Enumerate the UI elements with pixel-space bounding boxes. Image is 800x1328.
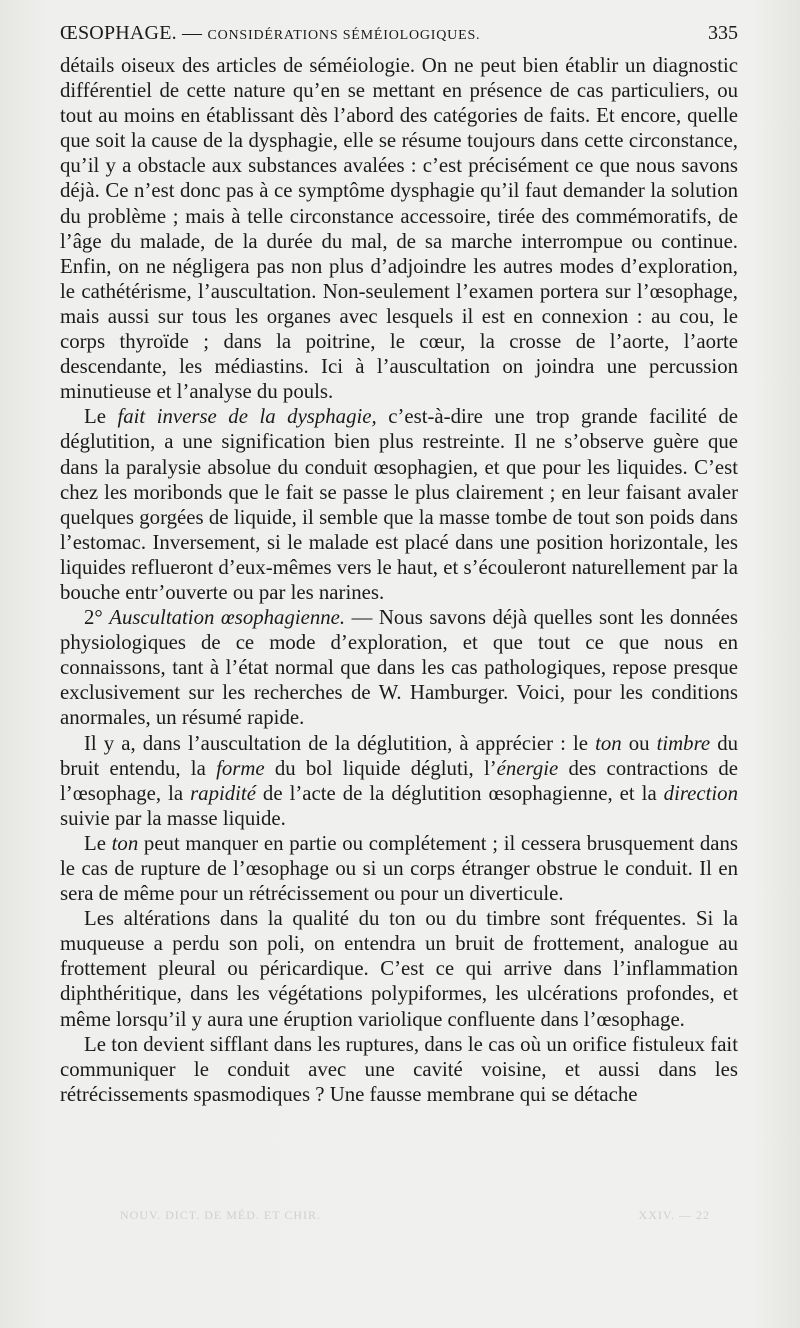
running-title-sub: CONSIDÉRATIONS SÉMÉIOLOGIQUES. [207, 28, 481, 43]
running-header [60, 20, 738, 50]
italic-text: Auscultation œsophagienne. [109, 606, 346, 630]
italic-text: énergie [496, 756, 559, 780]
paragraph [60, 53, 738, 404]
paragraph [60, 1032, 738, 1107]
text-run: — Nous savons déjà quelles sont les données physiologiques de ce mode d’exploration, et que tout ce que nous en connaissons, tant à l’état normal que dans les cas pathologiques, repose presque exclusivement sur les recherches de W. Hamburger. Voici, pour les conditions anormales, un résumé rapide. [60, 606, 738, 730]
page-number: 335 [708, 22, 738, 44]
text-run: Les altérations dans la qualité du ton ou du timbre sont fréquentes. Si la muqueuse a perdu son poli, on entendra un bruit de frottement, analogue au frottement pleural ou péricardique. C’est ce qui arrive dans l’inflammation diphthéritique, dans les végétations polypiformes, les ulcérations profondes, et même lorsqu’il y aura une éruption variolique confluente dans l’œsophage. [60, 907, 738, 1031]
body-text [60, 53, 738, 1107]
italic-text: direction [663, 781, 738, 805]
text-run: des contractions de l’œsophage, la [60, 756, 738, 805]
italic-text: timbre [656, 731, 711, 755]
text-run: Il y a, dans l’auscultation de la déglutition, à apprécier : le [84, 731, 596, 755]
text-run: Le [84, 831, 112, 855]
italic-text: fait inverse de la dysphagie, [117, 405, 377, 429]
text-run: du bruit entendu, la [60, 731, 738, 780]
running-title [60, 22, 480, 45]
text-run: ou [621, 731, 657, 755]
paragraph [60, 731, 738, 831]
text-run: Le ton devient sifflant dans les ruptures, dans le cas où un orifice fistuleux fait communiquer le conduit avec une cavité voisine, et aussi dans les rétrécissements spasmodiques ? Une fausse membrane qui se détache [60, 1032, 738, 1106]
text-run: détails oiseux des articles de séméiologie. On ne peut bien établir un diagnostic différentiel de cette nature qu’en se mettant en présence de cas particuliers, ou tout au moins en établissant dès l’abord des catégories de faits. Et encore, quelle que soit la cause de la dysphagie, elle se résume toujours dans cette circonstance, qu’il y a obstacle aux substances avalées : c’est précisément ce que nous savons déjà. Ce n’est donc pas à ce symptôme dysphagie qu’il faut demander la solution du problème ; mais à telle circonstance accessoire, tirée des commémoratifs, de l’âge du malade, de la durée du mal, de sa marche interrompue ou continue. Enfin, on ne négligera pas non plus d’adjoindre les autres modes d’exploration, le cathétérisme, l’auscultation. Non-seulement l’examen portera sur l’œsophage, mais aussi sur tous les organes avec lesquels il est en connexion : au cou, le corps thyroïde ; dans la poitrine, le cœur, la crosse de l’aorte, l’aorte descendante, les médiastins. Ici à l’auscultation on joindra une percussion minutieuse et l’analyse du pouls. [60, 54, 738, 404]
show-through-left: NOUV. DICT. DE MÉD. ET CHIR. [120, 1208, 321, 1222]
text-run: Le [84, 405, 118, 429]
paragraph [60, 831, 738, 906]
text-run: de l’acte de la déglutition œsophagienne, et la [255, 781, 664, 805]
italic-text: ton [595, 731, 622, 755]
italic-text: forme [216, 756, 265, 780]
paragraph [60, 605, 738, 730]
show-through-right: XXIV. — 22 [638, 1208, 710, 1222]
text-run: c’est-à-dire une trop grande facilité de déglutition, a une signification bien plus restreinte. Il ne s’observe guère que dans la paralysie absolue du conduit œsophagien, et que pour les liquides. C’est chez les moribonds que le fait se passe le plus clairement ; en leur faisant avaler quelques gorgées de liquide, il semble que la masse tombe de tout son poids dans l’estomac. Inversement, si le malade est placé dans une position horizontale, les liquides reflueront d’eux-mêmes vers le haut, et s’écouleront naturellement par la bouche entr’ouverte ou par les narines. [60, 405, 739, 604]
text-run: suivie par la masse liquide. [60, 806, 286, 830]
paragraph [60, 906, 738, 1031]
italic-text: rapidité [190, 781, 256, 805]
text-run: 2° [84, 606, 110, 630]
paragraph [60, 404, 738, 605]
italic-text: ton [111, 831, 139, 855]
show-through-footer [120, 1208, 740, 1228]
text-run: du bol liquide dégluti, l’ [264, 756, 497, 780]
text-run: peut manquer en partie ou complétement ; il cessera brusquement dans le cas de rupture de l’œsophage ou si un corps étranger obstrue le conduit. Il en sera de même pour un rétrécissement ou pour un diverticule. [60, 831, 738, 906]
running-title-main: ŒSOPHAGE. — [60, 22, 203, 44]
